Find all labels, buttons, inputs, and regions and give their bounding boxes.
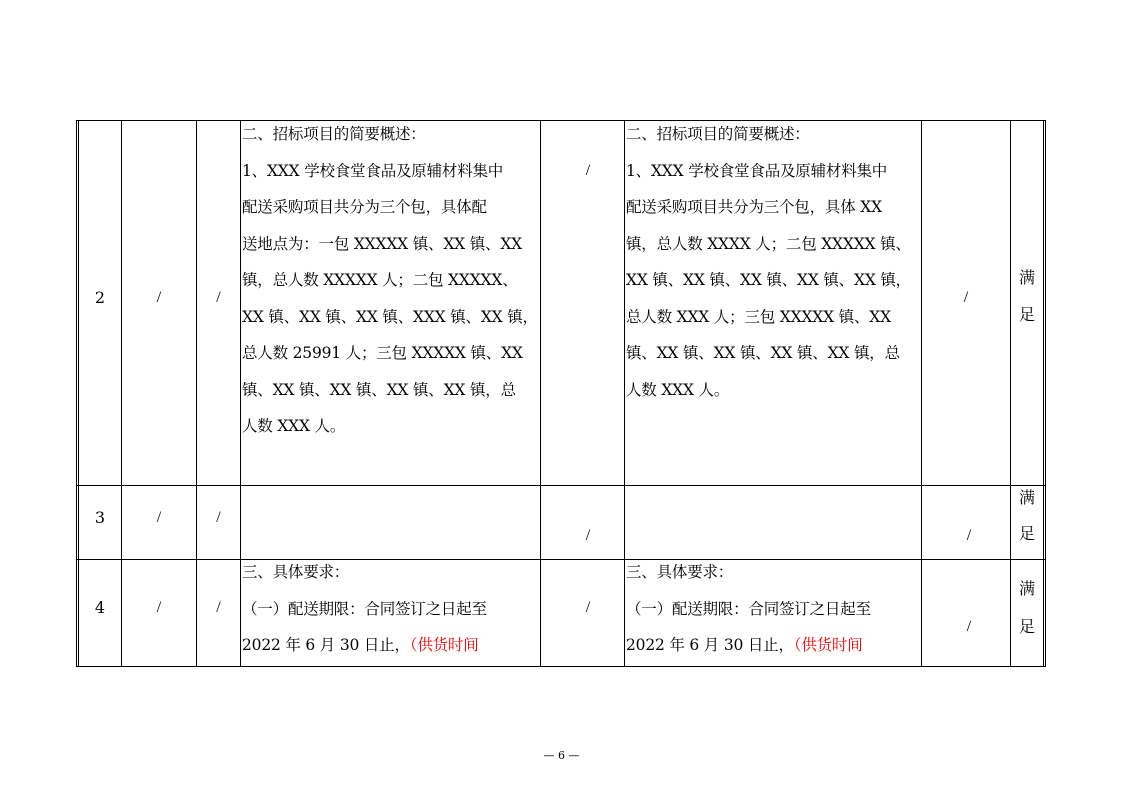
cell-slash: /: [963, 289, 969, 306]
cell-slash: /: [966, 618, 972, 635]
cell-slash: /: [585, 527, 591, 544]
cell-slash: /: [216, 289, 221, 306]
response-summary-text: 二、招标项目的简要概述： 1、XXX 学校食堂食品及原辅材料集中 配送采购项目共分为三个包，具体 XX 镇，总人数 XXXX 人；二包 XXXXX 镇、 XX 镇、XX 镇、XX 镇、XX 镇、XX 镇， 总人数 XXX 人；三包 XXXXX 镇、XX 镇、XX 镇、XX 镇、XX 镇、XX 镇，总 人数 XXX 人。: [626, 125, 911, 399]
cell-slash: /: [585, 162, 591, 179]
cell-slash: /: [216, 599, 221, 616]
page-number: — 6 —: [543, 749, 580, 762]
result-char: 满: [1018, 488, 1035, 507]
cell-slash: /: [156, 509, 162, 526]
result-char: 满: [1018, 579, 1035, 598]
row-number: 4: [94, 598, 106, 617]
requirements-text: 三、具体要求： （一）配送期限：合同签订之日起至 2022 年 6 月 30 日止，（供货时间: [242, 563, 487, 654]
cell-slash: /: [156, 599, 162, 616]
cell-slash: /: [216, 509, 221, 526]
result-char: 满: [1018, 268, 1035, 287]
cell-slash: /: [156, 289, 162, 306]
result-char: 足: [1018, 524, 1035, 543]
cell-slash: /: [966, 527, 972, 544]
result-char: 足: [1018, 617, 1035, 636]
tender-summary-text: 二、招标项目的简要概述： 1、XXX 学校食堂食品及原辅材料集中 配送采购项目共分为三个包，具体配 送地点为：一包 XXXXX 镇、XX 镇、XX 镇，总人数 XXXXX 人；二包 XXXXX、 XX 镇、XX 镇、XX 镇、XXX 镇、XX 镇， 总人数 25991 人；三包 XXXXX 镇、XX 镇、XX 镇、XX 镇、XX 镇、XX 镇，总 人数 XXX 人。: [242, 125, 538, 435]
row-number: 2: [94, 288, 106, 307]
highlighted-text: （供货时间: [409, 636, 479, 654]
row-number: 3: [94, 508, 106, 527]
cell-slash: /: [585, 599, 591, 616]
response-requirements-text: 三、具体要求： （一）配送期限：合同签订之日起至 2022 年 6 月 30 日止，（供货时间: [626, 563, 871, 654]
highlighted-text: （供货时间: [793, 636, 863, 654]
result-char: 足: [1018, 305, 1035, 324]
